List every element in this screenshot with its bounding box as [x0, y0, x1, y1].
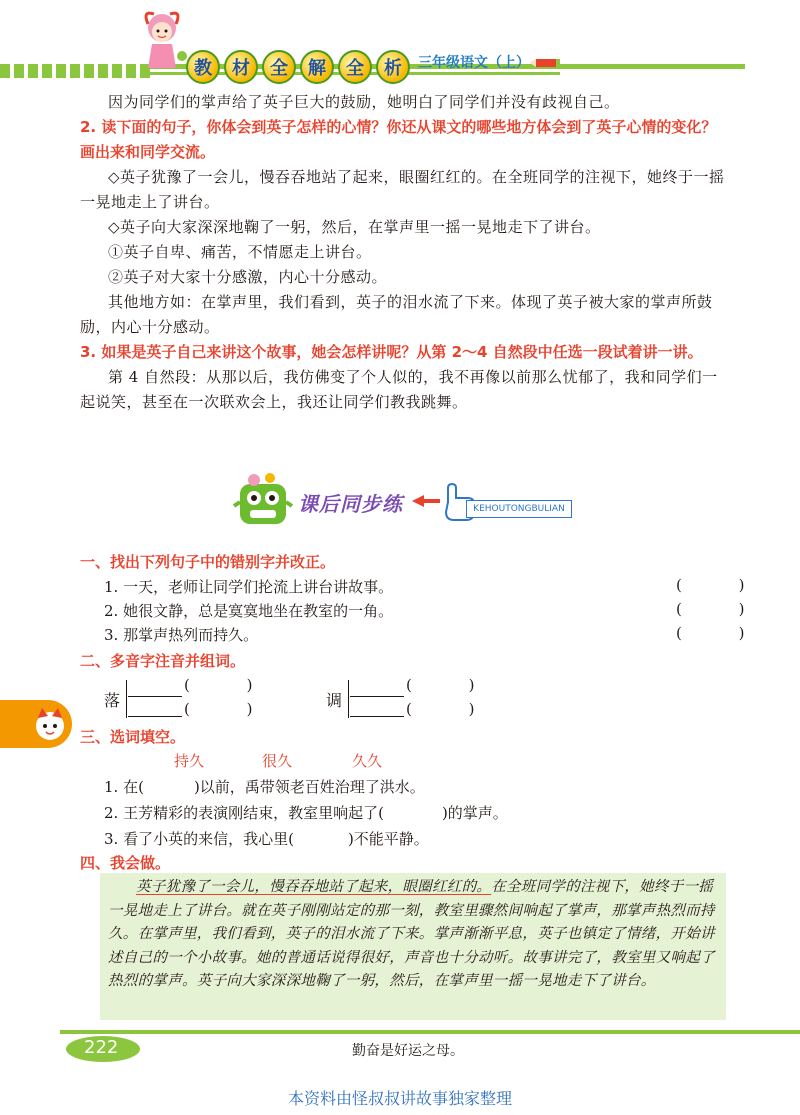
- header-badge: 解: [300, 50, 334, 84]
- exercise-3-title: 三、选词填空。: [80, 728, 186, 746]
- fill-text: 3. 看了小英的来信，我心里(: [104, 830, 294, 848]
- question-heading: 2. 读下面的句子，你体会到英子怎样的心情？你还从课文的哪些地方体会到了英子心情的变化？画出来和同学交流。: [80, 118, 717, 161]
- answer-line[interactable]: [128, 716, 182, 717]
- pinyin-paren[interactable]: ( ): [406, 700, 501, 718]
- header-badge: 析: [376, 50, 410, 84]
- fill-item: [104, 828, 429, 849]
- green-monster-icon: [232, 470, 294, 532]
- answer-content: [80, 90, 730, 415]
- fill-item: [104, 776, 425, 797]
- fill-text: )不能平静。: [347, 830, 429, 848]
- exercise-item: 3. 那掌声热列而持久。: [104, 626, 259, 644]
- header-stripes: [0, 64, 150, 78]
- quoted-sentence: ◇英子犹豫了一会儿，慢吞吞地站了起来，眼圈红红的。在全班同学的注视下，她终于一摇一晃地走上了讲台。: [80, 168, 725, 211]
- bracket: [348, 680, 349, 718]
- underlined-sentence: 英子犹豫了一会儿，慢吞吞地站了起来，眼圈红红的。: [136, 879, 492, 895]
- fill-item: [104, 802, 508, 823]
- excerpt-rest: 在全班同学的注视下，她终于一摇一晃地走上了讲台。就在英子刚刚站定的那一刻，教室里骤然间响起了掌声，那掌声热烈而持久。在掌声里，我们看到，英子的泪水流了下来。掌声渐渐平息，英子也镇定了情绪，开始讲述自己的一个小故事。她的普通话说得很好，声音也十分动听。故事讲完了，教室里又响起了热烈的掌声。英子向大家深深地鞠了一躬，然后，在掌声里一摇一晃地走下了讲台。: [108, 879, 715, 990]
- header-badge: 全: [262, 50, 296, 84]
- fill-text: )的掌声。: [441, 804, 508, 822]
- word-option: 持久: [174, 752, 205, 770]
- header-badge: 教: [186, 50, 220, 84]
- answer-text: ①英子自卑、痛苦，不情愿走上讲台。: [108, 243, 372, 261]
- arrow-left-icon: [410, 494, 440, 508]
- source-note: 本资料由怪叔叔讲故事独家整理: [287, 1089, 512, 1108]
- fill-text: 2. 王芳精彩的表演刚结束，教室里响起了(: [104, 804, 384, 822]
- answer-paren[interactable]: ( ): [676, 576, 771, 594]
- question-heading: 3. 如果是英子自己来讲这个故事，她会怎样讲呢？从第 2～4 自然段中任选一段试着讲一讲。: [80, 343, 703, 361]
- banner-pinyin: KEHOUTONGBULIAN: [466, 500, 572, 518]
- answer-text: 因为同学们的掌声给了英子巨大的鼓励，她明白了同学们并没有歧视自己。: [108, 93, 620, 111]
- answer-line[interactable]: [128, 696, 182, 697]
- answer-text: 其他地方如：在掌声里，我们看到，英子的泪水流了下来。体现了英子被大家的掌声所鼓励，内心十分感动。: [80, 293, 713, 336]
- header-title-badges: [186, 50, 410, 84]
- fill-text: )以前，禹带领老百姓治理了洪水。: [193, 778, 425, 796]
- answer-text: ②英子对大家十分感激，内心十分感动。: [108, 268, 388, 286]
- word-option: 很久: [262, 752, 293, 770]
- page-number: 222: [84, 1037, 119, 1058]
- polyphone-char: 调: [326, 691, 343, 710]
- exercise-item: 2. 她很文静，总是寞寞地坐在教室的一角。: [104, 602, 394, 620]
- answer-paren[interactable]: ( ): [676, 624, 771, 642]
- quoted-sentence: ◇英子向大家深深地鞠了一躬，然后，在掌声里一摇一晃地走下了讲台。: [108, 218, 601, 236]
- pencil-icon: [528, 56, 562, 70]
- cartoon-face-icon: [30, 704, 70, 744]
- word-option: 久久: [352, 752, 383, 770]
- footer-bar: [60, 1030, 800, 1034]
- excerpt-text: [108, 876, 718, 994]
- fill-text: 1. 在(: [104, 778, 144, 796]
- footer-motto: 勤奋是好运之母。: [352, 1043, 464, 1059]
- polyphone-char: 落: [104, 691, 121, 710]
- exercise-4-title: 四、我会做。: [80, 854, 171, 872]
- pinyin-paren[interactable]: ( ): [184, 676, 279, 694]
- cartoon-girl-icon: [132, 6, 194, 76]
- answer-line[interactable]: [350, 716, 404, 717]
- pinyin-paren[interactable]: ( ): [406, 676, 501, 694]
- banner-title: 课后同步练: [298, 492, 403, 516]
- bracket: [126, 680, 127, 718]
- exercise-1-title: 一、找出下列句子中的错别字并改正。: [80, 553, 336, 571]
- page-header: [0, 0, 800, 92]
- header-subject: 三年级语文（上）: [418, 55, 530, 71]
- section-banner: [232, 470, 572, 532]
- answer-line[interactable]: [350, 696, 404, 697]
- exercise-item: 1. 一天，老师让同学们抡流上讲台讲故事。: [104, 578, 394, 596]
- answer-paren[interactable]: ( ): [676, 600, 771, 618]
- answer-text: 第 4 自然段：从那以后，我仿佛变了个人似的，我不再像以前那么忧郁了，我和同学们一起说笑，甚至在一次联欢会上，我还让同学们教我跳舞。: [80, 368, 718, 411]
- pinyin-paren[interactable]: ( ): [184, 700, 279, 718]
- header-badge: 全: [338, 50, 372, 84]
- reading-excerpt: [100, 873, 726, 1020]
- header-badge: 材: [224, 50, 258, 84]
- exercise-2-title: 二、多音字注音并组词。: [80, 652, 246, 670]
